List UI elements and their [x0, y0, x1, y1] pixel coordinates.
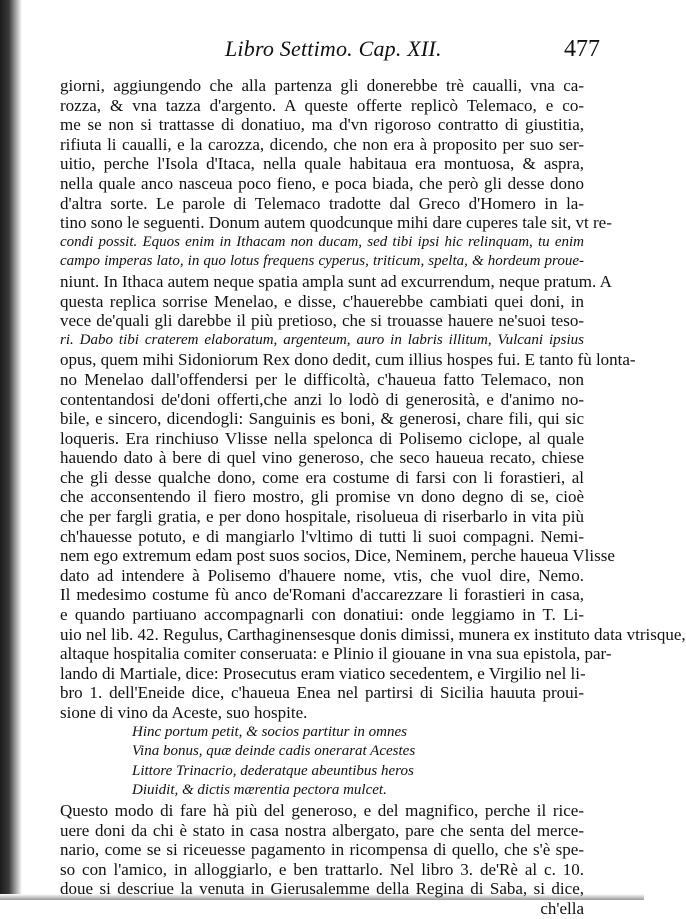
text-line: che gli desse qualche dono, come era costume di farsi con li forastieri, al [60, 467, 584, 487]
text-line: che acconsentendo il fiero mostro, gli promise vn dono degno di se, cioè [60, 487, 584, 507]
text-line: so con l'amico, in alloggiarlo, e ben trattarlo. Nel libro 3. de'Rè al c. 10. [60, 859, 584, 879]
text-line: hauendo dato à bere di quel vino generoso, che seco haueua recato, chiese [60, 448, 584, 468]
text-line: nella quale anco nasceua poco fieno, e poca biada, che però gli desse dono [60, 173, 584, 193]
text-line: niunt. In Ithaca autem neque spatia ampla sunt ad excurrendum, neque pratum. A [60, 271, 612, 291]
text-line: uere doni da chi è stato in casa nostra albergato, pare che senta del merce- [60, 820, 584, 840]
latin-quote-line: campo imperas lato, in quo lotus frequens cyperus, triticum, spelta, & hordeum proue- [60, 253, 584, 270]
text-line: lando di Martiale, dice: Prosecutus eram viatico secedentem, e Virgilio nel li- [60, 663, 586, 683]
body-text [60, 76, 686, 919]
running-head: Libro Settimo. Cap. XII. [225, 36, 442, 61]
text-line: uitio, perche l'Isola d'Itaca, nella quale habitaua era montuosa, & aspra, [60, 154, 584, 174]
text-line: rozza, & vna tazza d'argento. A queste offerte replicò Telemaco, e co- [60, 95, 584, 115]
verse-line: Hinc portum petit, & socios partitur in omnes [132, 723, 407, 740]
text-line: nem ego extremum edam post suos socios, Dice, Neminem, perche haueua Vlisse [60, 546, 615, 566]
text-line: sione di vino da Aceste, suo hospite. [60, 703, 308, 722]
text-line: nario, come se si riceuesse pagamento in ricompensa di quello, che s'è spe- [60, 840, 584, 860]
text-line: no Menelao dall'offendersi per le difficoltà, c'haueua fatto Telemaco, non [60, 369, 584, 389]
text-line: doue si descriue la venuta in Gierusalemme della Regina di Saba, si dice, [60, 879, 584, 899]
text-line: d'altra sorte. Le parole di Telemaco tradotte dal Greco d'Homero in la- [60, 193, 584, 213]
text-line: Il medesimo costume fù anco de'Romani d'accarezzare li forastieri in casa, [60, 585, 584, 605]
verse-line: Diuidit, & dictis mærentia pectora mulcet. [132, 782, 387, 799]
text-line: questa replica sorrise Menelao, e disse, c'hauerebbe cambiati quei doni, in [60, 291, 584, 311]
text-line: uio nel lib. 42. Regulus, Carthaginensesque donis dimissi, munera ex instituto data vtrisque, [60, 624, 686, 644]
text-line: e quando partiuano accompagnarli con donatiui: onde leggiamo in T. Li- [60, 605, 584, 625]
page-header [60, 36, 600, 76]
verse-line: Littore Trinacrio, dederatque abeuntibus heros [132, 762, 414, 779]
latin-quote-line: ri. Dabo tibi craterem elaboratum, argenteum, auro in labris illitum, Vulcani ipsius [60, 331, 584, 348]
text-line: ch'hauesse potuto, e di mangiarlo l'vltimo di tutti li suoi compagni. Nemi- [60, 526, 584, 546]
text-line: bro 1. dell'Eneide dice, c'haueua Enea nel partirsi di Sicilia hauuta proui- [60, 683, 584, 703]
latin-quote-line: condi possit. Equos enim in Ithacam non ducam, sed tibi ipsi hic relinquam, tu enim [60, 233, 584, 250]
text-line: rifiuta li caualli, e la carozza, dicendo, che non era à proposito per suo ser- [60, 134, 584, 154]
verse-quotation [60, 723, 584, 801]
text-line: Questo modo di fare hà più del generoso, e del magnifico, perche il rice- [60, 800, 584, 820]
text-line: altaque hospitalia comiter conseruata: e Plinio il giouane in vna sua epistola, par- [60, 644, 612, 664]
text-line: dato ad intendere à Polisemo d'hauere nome, vtis, che vuol dire, Nemo. [60, 565, 584, 585]
verse-line: Vina bonus, quæ deinde cadis onerarat Acestes [132, 743, 416, 760]
catchword: ch'ella [540, 898, 584, 918]
text-line: me se non si trattasse di donatiuo, ma d'vn rigoroso contratto di giustitia, [60, 115, 584, 135]
page-number: 477 [564, 36, 600, 62]
text-line: che per fargli gratia, e per dono hospitale, risolueua di riserbarlo in vita più [60, 507, 584, 527]
text-line: tino sono le seguenti. Donum autem quodcunque mihi dare cuperes tale sit, vt re- [60, 213, 612, 233]
text-line: vece de'quali gli darebbe il più pretioso, che si trouasse hauere ne'suoi teso- [60, 311, 584, 331]
text-line: bile, e sincero, dicendogli: Sanguinis es boni, & generosi, chare fili, qui sic [60, 409, 584, 429]
text-line: contentandosi de'doni offerti,che anzi lo lodò di generosità, e d'animo no- [60, 389, 584, 409]
text-line: opus, quem mihi Sidoniorum Rex dono dedit, cum illius hospes fui. E tanto fù lonta- [60, 350, 636, 370]
text-line: giorni, aggiungendo che alla partenza gli donerebbe trè caualli, vna ca- [60, 76, 584, 95]
text-line: loqueris. Era rinchiuso Vlisse nella spelonca di Polisemo ciclope, al quale [60, 428, 584, 448]
page-binding-shadow [0, 0, 22, 900]
